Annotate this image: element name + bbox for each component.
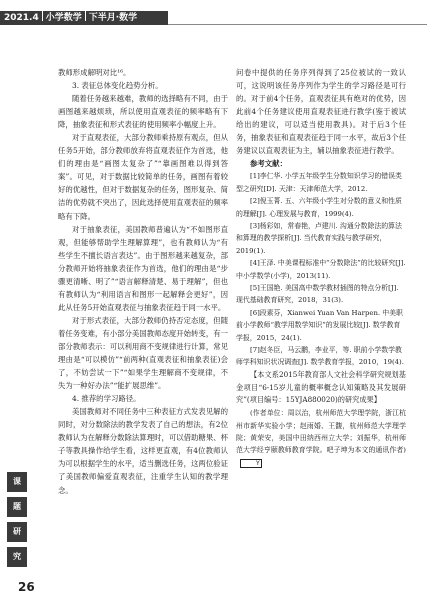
issue-number: 2021.4 — [4, 13, 39, 23]
reference-item: [6]段素芬，Xianwei Yuan Van Harpen. 中美职前小学教师“教学用数学知识”的发展比较[J]. 数学教育学报，2015，24(1). — [236, 308, 403, 342]
reference-item: [5]王国艳. 美国高中数学教材插图的特点分析[J]. 现代基础教育研究，2018，31(3). — [236, 284, 399, 305]
body-paragraph: 教师形成解明对比¹⁶。 — [58, 68, 131, 77]
references-list — [236, 170, 406, 369]
fund-note: 【本文系2015年教育部人文社会科学研究规划基金项目“6-15岁儿童的概率概念认知策略及其发展研究”(项目编号：15YJA880020)的研究成果】 — [236, 369, 406, 405]
side-tab-4: 究 — [7, 547, 27, 567]
body-paragraph: 美国教师对不同任务中三种表征方式发表见解的同时，对分数除法的教学发表了自己的想法，有2位教师认为在解释分数除法算理时，可以借助糖果、杯子等教具操作给学生看，这样更直观，有4位教师认为可以根据学生的水平，适当删选任务，这两位验证了美国教师偏爱直观表征，注重学生认知的教学理念。 — [58, 407, 228, 495]
end-mark: Y — [240, 459, 262, 468]
right-column — [236, 66, 406, 469]
page-number: 26 — [18, 580, 35, 594]
references-title: 参考文献： — [250, 159, 287, 169]
body-paragraph: 4. 推荐的学习路径。 — [72, 394, 141, 404]
reference-item: [4]王泽. 中美课程标准中“分数除法”的比较研究[J]. 中小学数学(小学)，2013(11). — [236, 259, 406, 280]
header-rule — [168, 24, 427, 25]
reference-item: [1]李仁华. 小学五年级学生分数知识学习的错误类型之研究[D]. 天津：天津师范大学，2012. — [236, 172, 402, 193]
left-column — [58, 66, 228, 497]
reference-item: [2]倪玉菁. 五、六年级小学生对分数的意义和性质的理解[J]. 心理发展与教育，1999(4). — [236, 197, 402, 218]
body-paragraph: 对于直观表征，大部分教师乘持原有观点，但从任务5开始，部分教师放弃将直观表征作为首选，他们的理由是“画图太复杂了”“靠画图难以得到答案”。可见，对于数据比较简单的任务，画图有着较好的优越性，但对于数据复杂的任务，图形复杂、简洁的优势就不突出了，因此选择使用直观表征的频率略有下降。 — [58, 133, 228, 221]
page-header — [0, 0, 427, 30]
journal-name: 小学数学 — [45, 13, 82, 23]
body-paragraph: 对于抽象表征，美国教师普遍认为“不如图形直观，但能够帮助学生理解算理”，也有教师认为“有些学生不擅长语言表达”。由于图形越来越复杂，部分教师开始将抽象表征作为首选，他们的理由是“步骤更清晰、明了”“语言解释清楚、易于理解”，但也有教师认为“利用语言和图形一起解释会更好”，因此从任务5开始直观表征与抽象表征趋于同一水平。 — [58, 224, 228, 312]
author-affiliation — [236, 407, 406, 469]
reference-item: [3]杨彩如，常春艳，卢建川. 沟通分数除法的算法和算理的教学探析[J]. 当代教育实践与教学研究，2019(1). — [236, 222, 402, 255]
reference-item: [7]赵冬臣，马云鹏，李业平，等. 职前小学数学教师学科知识状况调查[J]. 数学教育学报，2010，19(4). — [236, 346, 404, 367]
side-tab-1: 课 — [7, 472, 27, 492]
side-tab-2: 题 — [7, 497, 27, 517]
author-text: (作者单位：周以治，杭州师范大学理学院，浙江杭州市新华实验小学；赵雨婚、王馥，杭州师范大学理学院；黄荣安，美国中田纳西州立大学；刘振华，杭州师范大学经亨颐教师教育学院。吧子坤为本文的通讯作者) — [236, 409, 406, 455]
body-paragraph: 对于形式表征，大部分教师仍持否定态度，但随着任务变难，有小部分美国教师态度开始转变，有一部分教师表示：可以利用商不变规律进行计算，常见理由是“可以模仿”“前两种(直观表征和抽象表征)会了，不妨尝试一下”“如果学生理解商不变规律，不失为一种好办法”“能扩展思维”。 — [58, 315, 228, 391]
body-paragraph: 随着任务越来越难，教师的选择略有不同，由于画图越来越烦琐，所以使用直观表征的频率略有下降，抽象表征和形式表征的使用频率小幅度上升。 — [58, 94, 228, 130]
journal-edition: 下半月·数学 — [88, 13, 138, 23]
body-paragraph: 问卷中提供的任务序列得到了25位被试的一致认可，这说明该任务序列作为学生的学习路径是可行的。对于前4个任务，直观表征具有绝对的优势，因此前4个任务建议使用直观表征进行教学(鉴于被试给出的建议，可以适当使用教具)。对于后3个任务，抽象表征和直观表征趋于同一水平，故后3个任务建议以直观表征为主，辅以抽象表征进行教学。 — [236, 68, 406, 156]
body-paragraph: 3. 表征总体变化趋势分析。 — [72, 81, 163, 91]
header-text — [4, 11, 137, 25]
side-tab-3: 研 — [7, 522, 27, 542]
